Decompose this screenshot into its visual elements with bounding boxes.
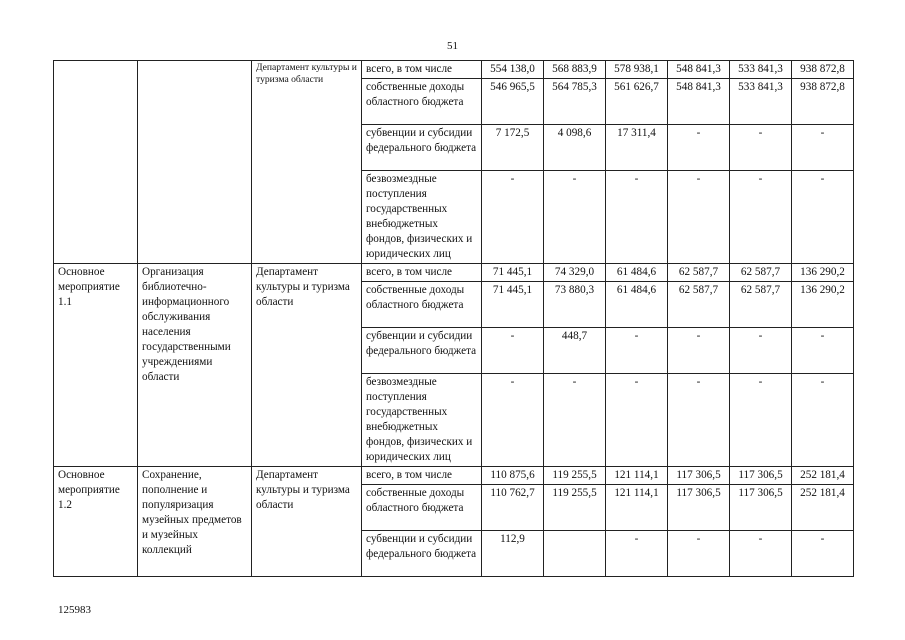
value-cell: 938 872,8 [792, 61, 854, 79]
source-cell: собственные доходы областного бюджета [362, 485, 482, 531]
value-cell: - [668, 125, 730, 171]
value-cell: - [544, 171, 606, 264]
budget-table [53, 60, 854, 577]
event-cell: Основное мероприятие 1.1 [54, 264, 138, 467]
source-cell: собственные доходы областного бюджета [362, 79, 482, 125]
source-cell: безвозмездные поступления государственных внебюджетных фондов, физических и юридических лиц [362, 374, 482, 467]
value-cell: 252 181,4 [792, 485, 854, 531]
value-cell: 71 445,1 [482, 282, 544, 328]
value-cell: - [730, 374, 792, 467]
source-cell: субвенции и субсидии федерального бюджета [362, 125, 482, 171]
event-cell: Основное мероприятие 1.2 [54, 467, 138, 577]
event-cell [54, 61, 138, 264]
value-cell: - [730, 125, 792, 171]
value-cell: - [792, 328, 854, 374]
value-cell: - [668, 328, 730, 374]
value-cell: - [606, 374, 668, 467]
value-cell: 252 181,4 [792, 467, 854, 485]
source-cell: всего, в том числе [362, 467, 482, 485]
value-cell: 117 306,5 [730, 485, 792, 531]
value-cell: 119 255,5 [544, 485, 606, 531]
event-name-cell: Организация библиотечно-информационного обслуживания населения государственными учреждениями области [138, 264, 252, 467]
value-cell: 448,7 [544, 328, 606, 374]
value-cell: 73 880,3 [544, 282, 606, 328]
value-cell: - [482, 374, 544, 467]
value-cell: 62 587,7 [730, 282, 792, 328]
source-cell: субвенции и субсидии федерального бюджета [362, 531, 482, 577]
page-number: 51 [447, 40, 458, 52]
value-cell: 561 626,7 [606, 79, 668, 125]
value-cell: 117 306,5 [668, 485, 730, 531]
value-cell: 62 587,7 [668, 282, 730, 328]
value-cell: - [730, 328, 792, 374]
executor-cell: Департамент культуры и туризма области [252, 467, 362, 577]
value-cell: 554 138,0 [482, 61, 544, 79]
value-cell: 548 841,3 [668, 61, 730, 79]
source-cell: безвозмездные поступления государственных внебюджетных фондов, физических и юридических лиц [362, 171, 482, 264]
value-cell: 533 841,3 [730, 61, 792, 79]
value-cell: - [606, 531, 668, 577]
value-cell: - [482, 328, 544, 374]
value-cell: 61 484,6 [606, 264, 668, 282]
value-cell: - [792, 531, 854, 577]
source-cell: собственные доходы областного бюджета [362, 282, 482, 328]
value-cell: 546 965,5 [482, 79, 544, 125]
value-cell: - [668, 374, 730, 467]
value-cell: 74 329,0 [544, 264, 606, 282]
executor-cell: Департамент культуры и туризма области [252, 61, 362, 264]
value-cell: 938 872,8 [792, 79, 854, 125]
event-name-cell: Сохранение, пополнение и популяризация музейных предметов и музейных коллекций [138, 467, 252, 577]
value-cell: - [668, 171, 730, 264]
event-name-cell [138, 61, 252, 264]
value-cell [544, 531, 606, 577]
source-cell: субвенции и субсидии федерального бюджета [362, 328, 482, 374]
value-cell: 62 587,7 [668, 264, 730, 282]
value-cell: 568 883,9 [544, 61, 606, 79]
value-cell: 62 587,7 [730, 264, 792, 282]
value-cell: 71 445,1 [482, 264, 544, 282]
value-cell: 117 306,5 [668, 467, 730, 485]
value-cell: 548 841,3 [668, 79, 730, 125]
value-cell: 7 172,5 [482, 125, 544, 171]
value-cell: - [606, 171, 668, 264]
value-cell: 578 938,1 [606, 61, 668, 79]
value-cell: 17 311,4 [606, 125, 668, 171]
value-cell: - [792, 171, 854, 264]
value-cell: 110 762,7 [482, 485, 544, 531]
value-cell: 121 114,1 [606, 485, 668, 531]
value-cell: - [544, 374, 606, 467]
executor-cell: Департамент культуры и туризма области [252, 264, 362, 467]
value-cell: - [668, 531, 730, 577]
value-cell: - [792, 125, 854, 171]
source-cell: всего, в том числе [362, 61, 482, 79]
value-cell: - [606, 328, 668, 374]
value-cell: 117 306,5 [730, 467, 792, 485]
value-cell: 533 841,3 [730, 79, 792, 125]
source-cell: всего, в том числе [362, 264, 482, 282]
value-cell: - [730, 171, 792, 264]
value-cell: - [482, 171, 544, 264]
value-cell: 121 114,1 [606, 467, 668, 485]
table-row [54, 467, 854, 485]
value-cell: 564 785,3 [544, 79, 606, 125]
value-cell: 112,9 [482, 531, 544, 577]
value-cell: - [730, 531, 792, 577]
table-row [54, 61, 854, 79]
value-cell: - [792, 374, 854, 467]
value-cell: 4 098,6 [544, 125, 606, 171]
value-cell: 136 290,2 [792, 264, 854, 282]
document-code: 125983 [58, 604, 91, 616]
value-cell: 110 875,6 [482, 467, 544, 485]
value-cell: 119 255,5 [544, 467, 606, 485]
value-cell: 61 484,6 [606, 282, 668, 328]
value-cell: 136 290,2 [792, 282, 854, 328]
table-row [54, 264, 854, 282]
